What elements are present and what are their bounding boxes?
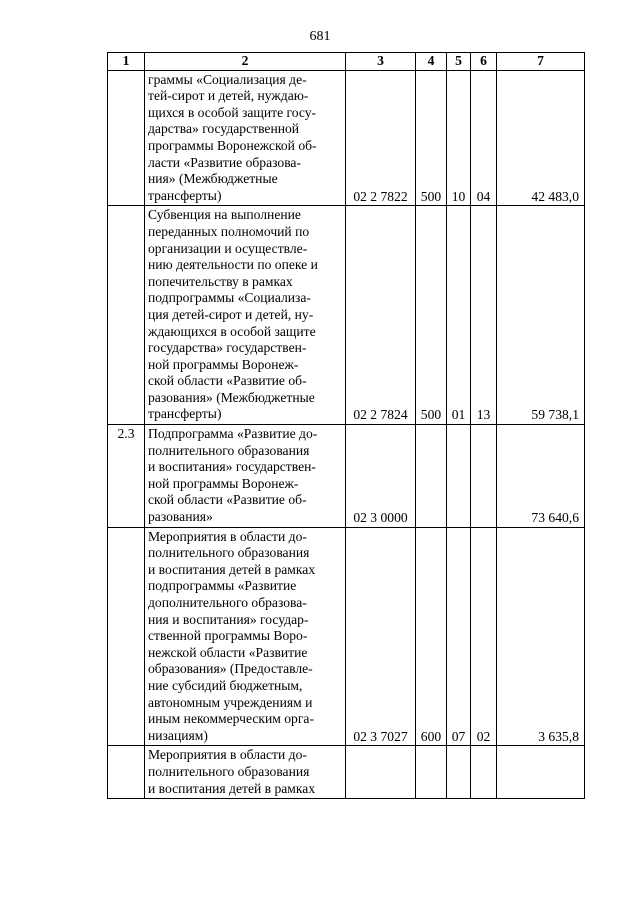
row-code: 02 3 7027 — [346, 527, 416, 746]
row-pr — [471, 425, 497, 528]
table-row — [108, 425, 585, 528]
table-row — [108, 70, 585, 206]
row-pr: 02 — [471, 527, 497, 746]
header-col-6: 6 — [471, 53, 497, 71]
row-vr — [416, 746, 447, 799]
row-rz — [447, 746, 471, 799]
header-row — [108, 53, 585, 71]
row-description: Подпрограмма «Развитие до- полнительного образования и воспитания» государствен- ной программы Воронеж- ской области «Развитие об- разования» — [145, 425, 346, 528]
row-pr: 13 — [471, 206, 497, 425]
row-rz: 10 — [447, 70, 471, 206]
row-code — [346, 746, 416, 799]
row-rz: 01 — [447, 206, 471, 425]
header-col-2: 2 — [145, 53, 346, 71]
row-sum: 42 483,0 — [497, 70, 585, 206]
row-vr: 500 — [416, 70, 447, 206]
page-number: 681 — [309, 29, 331, 44]
row-code: 02 2 7822 — [346, 70, 416, 206]
row-number — [108, 206, 145, 425]
budget-table — [107, 52, 585, 799]
table-row — [108, 527, 585, 746]
row-number — [108, 746, 145, 799]
header-col-7: 7 — [497, 53, 585, 71]
row-vr: 600 — [416, 527, 447, 746]
row-sum: 3 635,8 — [497, 527, 585, 746]
header-col-4: 4 — [416, 53, 447, 71]
row-vr: 500 — [416, 206, 447, 425]
row-description: граммы «Социализация де- тей-сирот и детей, нуждаю- щихся в особой защите госу- дарства» государственной программы Воронежской об- ласти «Развитие образова- ния» (Межбюджетные трансферты) — [145, 70, 346, 206]
row-description: Мероприятия в области до- полнительного образования и воспитания детей в рамках — [145, 746, 346, 799]
row-pr — [471, 746, 497, 799]
row-number: 2.3 — [108, 425, 145, 528]
row-number — [108, 527, 145, 746]
row-rz — [447, 425, 471, 528]
row-code: 02 2 7824 — [346, 206, 416, 425]
header-col-5: 5 — [447, 53, 471, 71]
row-code: 02 3 0000 — [346, 425, 416, 528]
row-sum — [497, 746, 585, 799]
header-col-3: 3 — [346, 53, 416, 71]
row-pr: 04 — [471, 70, 497, 206]
table-row — [108, 746, 585, 799]
table-row — [108, 206, 585, 425]
row-rz: 07 — [447, 527, 471, 746]
row-vr — [416, 425, 447, 528]
row-description: Мероприятия в области до- полнительного образования и воспитания детей в рамках подпрограммы «Развитие дополнительного образова- ния и воспитания» государ- ственной программы Воро- нежской области «Развитие образования» (Предоставле- ние субсидий бюджетным, автономным учреждениям и иным некоммерческим орга- низациям) — [145, 527, 346, 746]
row-sum: 59 738,1 — [497, 206, 585, 425]
row-sum: 73 640,6 — [497, 425, 585, 528]
row-description: Субвенция на выполнение переданных полномочий по организации и осуществле- нию деятельности по опеке и попечительству в рамках подпрограммы «Социализа- ция детей-сирот и детей, ну- ждающихся в особой защите государства» государствен- ной программы Воронеж- ской области «Развитие об- разования» (Межбюджетные трансферты) — [145, 206, 346, 425]
header-col-1: 1 — [108, 53, 145, 71]
row-number — [108, 70, 145, 206]
